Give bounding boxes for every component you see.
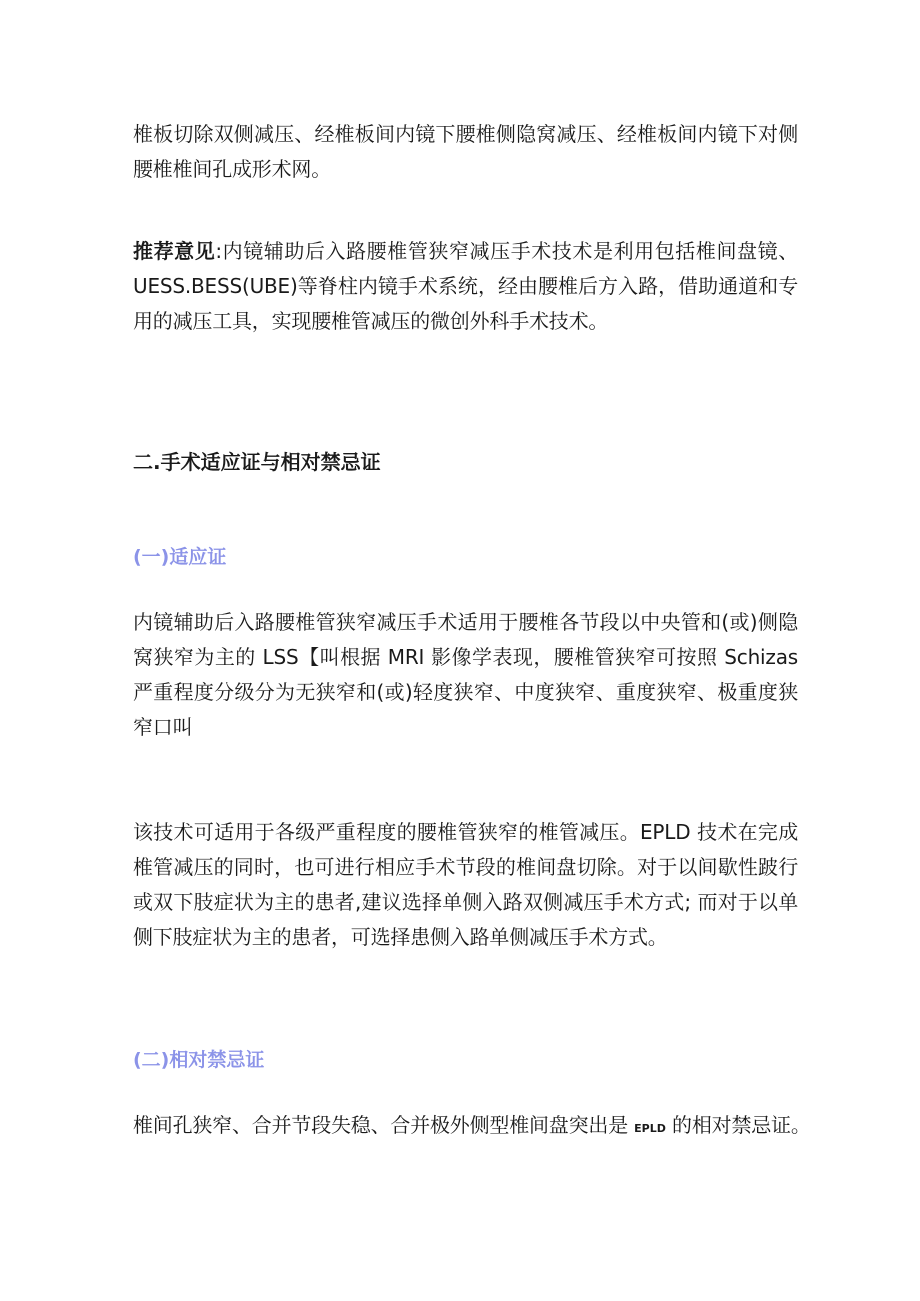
recommendation-label: 推荐意见 [133, 239, 216, 263]
contraindications-line-1 [133, 1108, 811, 1146]
contraindications-text-before: 椎间孔狭窄、合并节段失稳、合并极外侧型椎间盘突出是 [133, 1113, 635, 1137]
intro-line-1: 椎板切除双侧减压、经椎板间内镜下腰椎侧隐窝减压、经椎板间内镜下对侧 [133, 122, 798, 146]
contraindications-heading: (二)相对禁忌证 [133, 1049, 265, 1071]
indications-p2-line-2: 椎管减压的同时，也可进行相应手术节段的椎间盘切除。对于以间歇性跛行 [133, 855, 798, 879]
indications-heading: (一)适应证 [133, 546, 227, 568]
recommendation-line-1-text: :内镜辅助后入路腰椎管狭窄减压手术技术是利用包括椎间盘镜、 [215, 239, 798, 263]
recommendation-line-2: UESS.BESS(UBE)等脊柱内镜手术系统，经由腰椎后方入路，借助通道和专 [133, 274, 798, 298]
contraindications-paragraph [133, 1108, 811, 1146]
indications-p1-line-4: 窄口叫 [133, 715, 193, 739]
section-heading: 二.手术适应证与相对禁忌证 [133, 450, 381, 474]
indications-p2-line-3: 或双下肢症状为主的患者,建议选择单侧入路双侧减压手术方式; 而对于以单 [133, 890, 798, 914]
epld-abbreviation: EPLD [634, 1122, 666, 1135]
intro-paragraph [133, 117, 798, 187]
indications-paragraph-2 [133, 815, 798, 955]
indications-p1-line-3: 严重程度分级分为无狭窄和(或)轻度狭窄、中度狭窄、重度狭窄、极重度狭 [133, 680, 798, 704]
indications-p1-line-2: 窝狭窄为主的 LSS【叫根据 MRI 影像学表现，腰椎管狭窄可按照 Schizas [133, 645, 798, 669]
intro-line-2: 腰椎椎间孔成形术网。 [133, 157, 331, 181]
indications-p2-line-4: 侧下肢症状为主的患者，可选择患侧入路单侧减压手术方式。 [133, 925, 668, 949]
recommendation-line-1 [133, 234, 798, 269]
indications-paragraph-1 [133, 605, 798, 745]
recommendation-line-3: 用的减压工具，实现腰椎管减压的微创外科手术技术。 [133, 309, 609, 333]
indications-p1-line-1: 内镜辅助后入路腰椎管狭窄减压手术适用于腰椎各节段以中央管和(或)侧隐 [133, 610, 798, 634]
contraindications-text-after: 的相对禁忌证。 [665, 1113, 811, 1137]
indications-p2-line-1: 该技术可适用于各级严重程度的腰椎管狭窄的椎管减压。EPLD 技术在完成 [133, 820, 798, 844]
recommendation-paragraph [133, 234, 798, 339]
